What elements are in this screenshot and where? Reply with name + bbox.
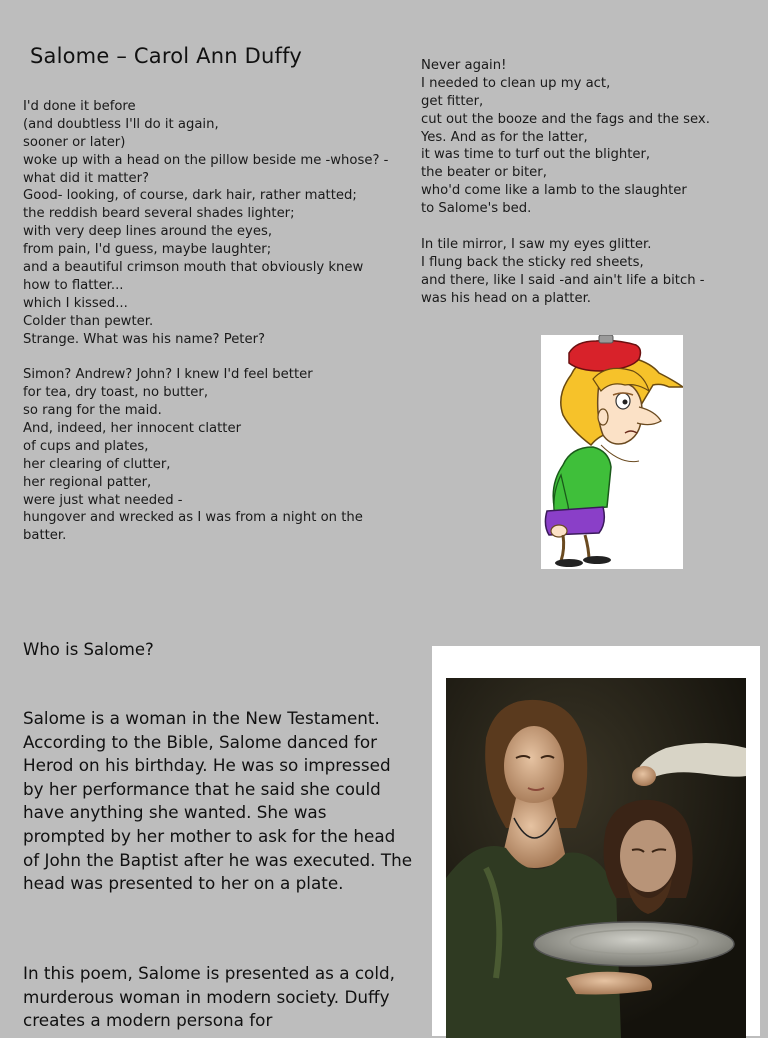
poem-line: I needed to clean up my act, bbox=[421, 75, 611, 91]
hungover-woman-cartoon bbox=[541, 335, 683, 569]
poem-line: woke up with a head on the pillow beside me -whose? - bbox=[23, 152, 389, 168]
poem-line: were just what needed - bbox=[23, 492, 183, 508]
poem-line: with very deep lines around the eyes, bbox=[23, 224, 273, 240]
poem-line: Simon? Andrew? John? I knew I'd feel better bbox=[23, 367, 313, 383]
stanza-break bbox=[23, 348, 388, 366]
poem-line: the reddish beard several shades lighter; bbox=[23, 206, 295, 222]
poem-line: for tea, dry toast, no butter, bbox=[23, 385, 209, 401]
poem-right-column bbox=[421, 57, 710, 307]
poem-line: from pain, I'd guess, maybe laughter; bbox=[23, 242, 272, 258]
poem-line: which I kissed... bbox=[23, 295, 128, 311]
poem-line: and there, like I said -and ain't life a bitch - bbox=[421, 272, 705, 288]
poem-line: to Salome's bed. bbox=[421, 201, 532, 217]
poem-line: Yes. And as for the latter, bbox=[421, 129, 588, 145]
poem-line: of cups and plates, bbox=[23, 438, 149, 454]
poem-line: And, indeed, her innocent clatter bbox=[23, 421, 241, 437]
poem-line: batter. bbox=[23, 528, 67, 544]
poem-line: In tile mirror, I saw my eyes glitter. bbox=[421, 236, 652, 252]
poem-line: Good- looking, of course, dark hair, rather matted; bbox=[23, 188, 357, 204]
poem-line: how to flatter... bbox=[23, 277, 124, 293]
poem-left-column bbox=[23, 98, 388, 545]
salome-painting bbox=[446, 678, 746, 1038]
poem-line: Colder than pewter. bbox=[23, 313, 154, 329]
poem-line: Never again! bbox=[421, 58, 507, 73]
poem-line: the beater or biter, bbox=[421, 165, 547, 181]
poem-line: her clearing of clutter, bbox=[23, 456, 171, 472]
poem-line: Strange. What was his name? Peter? bbox=[23, 331, 266, 347]
poem-line: hungover and wrecked as I was from a night on the bbox=[23, 510, 363, 526]
poem-line: sooner or later) bbox=[23, 134, 126, 150]
poem-line: her regional patter, bbox=[23, 474, 152, 490]
paragraph-poem-analysis: In this poem, Salome is presented as a cold, murderous woman in modern society. Duffy creates a modern persona for bbox=[23, 963, 395, 1031]
poem-line: get fitter, bbox=[421, 93, 484, 109]
section-heading: Who is Salome? bbox=[23, 640, 154, 659]
poem-line: it was time to turf out the blighter, bbox=[421, 147, 651, 163]
poem-line: cut out the booze and the fags and the sex. bbox=[421, 111, 710, 127]
paragraph-about-salome: Salome is a woman in the New Testament. According to the Bible, Salome danced for Herod on his birthday. He was so impressed by her performance that he said she could have anything she wanted. She was prompted by her mother to ask for the head of John the Baptist after he was executed. The head was presented to her on a plate. bbox=[23, 708, 413, 894]
poem-line: so rang for the maid. bbox=[23, 403, 162, 419]
poem-line: I'd done it before bbox=[23, 99, 136, 114]
poem-line: I flung back the sticky red sheets, bbox=[421, 254, 644, 270]
poem-title: Salome – Carol Ann Duffy bbox=[30, 44, 302, 68]
poem-line: and a beautiful crimson mouth that obviously knew bbox=[23, 260, 364, 276]
poem-line: was his head on a platter. bbox=[421, 290, 591, 306]
poem-line: (and doubtless I'll do it again, bbox=[23, 116, 219, 132]
stanza-break bbox=[421, 218, 710, 236]
poem-line: what did it matter? bbox=[23, 170, 150, 186]
poem-line: who'd come like a lamb to the slaughter bbox=[421, 183, 687, 199]
